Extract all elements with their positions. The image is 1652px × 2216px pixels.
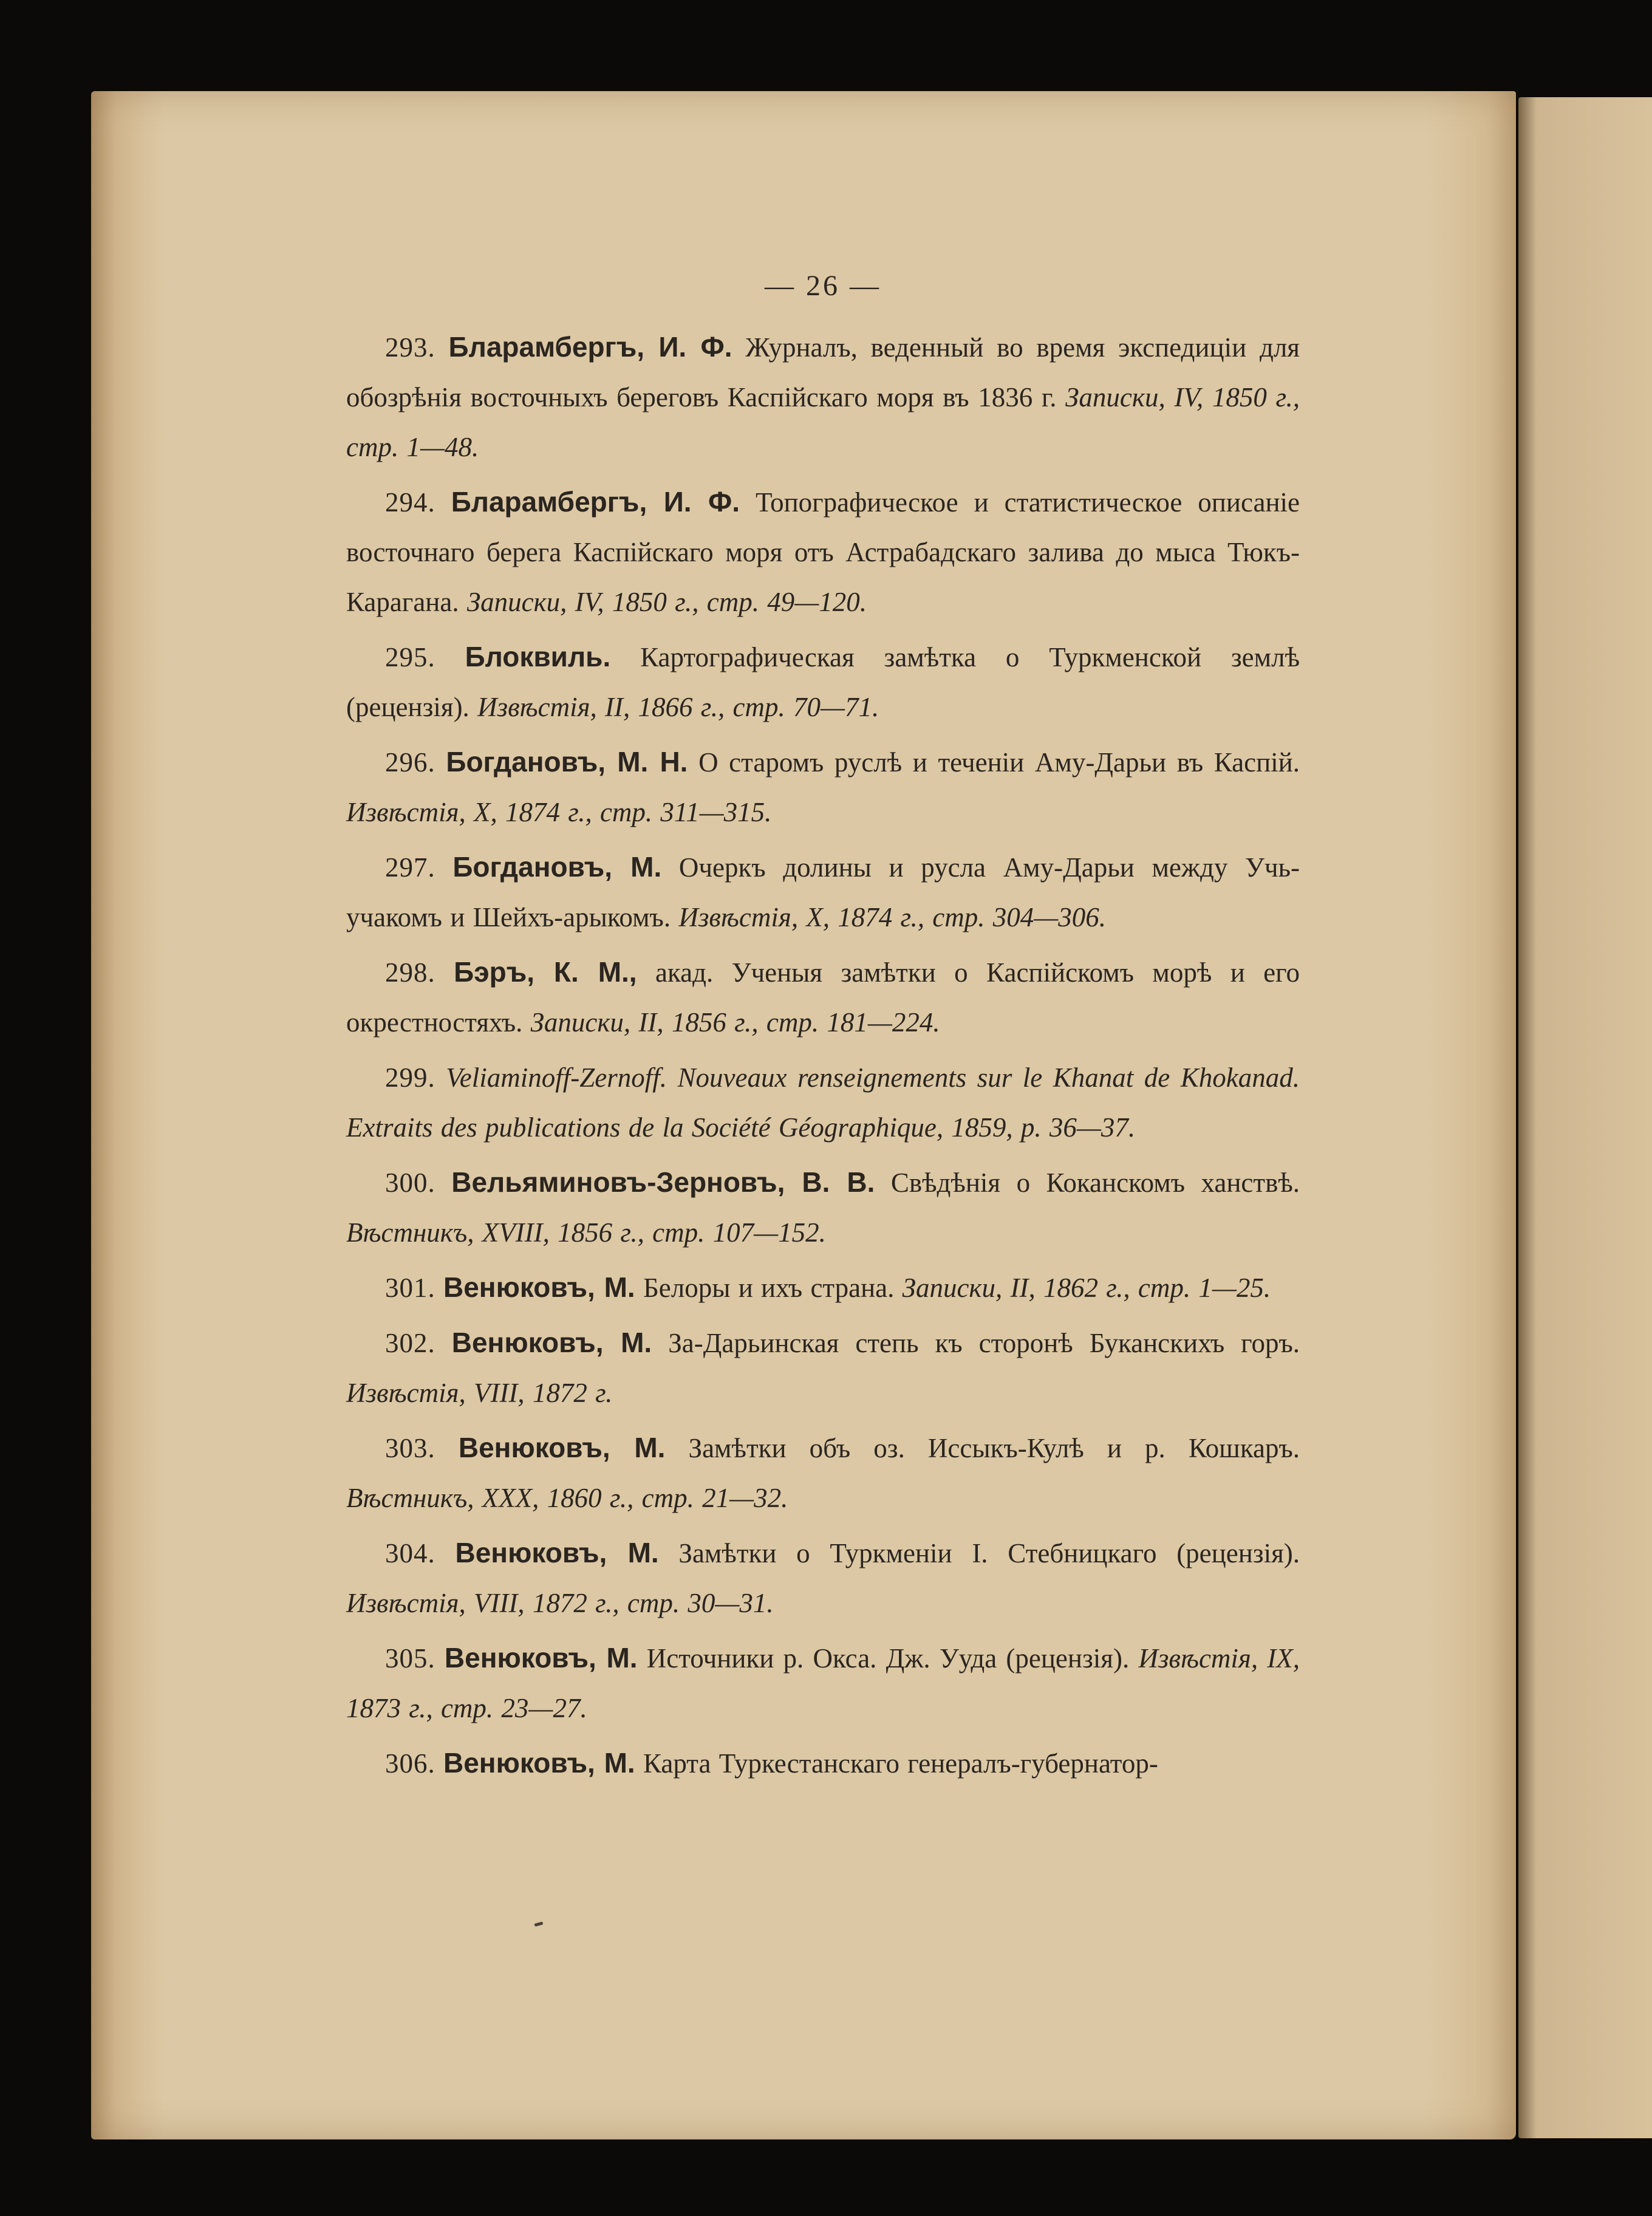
bibliography-entry bbox=[346, 947, 1300, 1047]
entry-source: Вѣстникъ, XVIII, 1856 г., стр. 107—152. bbox=[346, 1217, 826, 1248]
entry-source: Извѣстія, X, 1874 г., стр. 311—315. bbox=[346, 797, 772, 827]
entry-author: Венюковъ, М. bbox=[451, 1327, 652, 1358]
entry-title: Источники р. Окса. Дж. Ууда (рецензія). bbox=[637, 1643, 1139, 1674]
entry-author: Блоквиль. bbox=[465, 641, 611, 672]
entry-author: Бларамбергъ, И. Ф. bbox=[448, 331, 732, 363]
entry-title: Карта Туркестанскаго генералъ-губернатор- bbox=[635, 1748, 1158, 1779]
entry-title: Топографическое и статистическое описаніе восточнаго берега Каспійскаго моря отъ Астрабадскаго залива до мыса Тюкъ-Карагана. bbox=[346, 487, 1300, 617]
entry-number: 293. bbox=[385, 332, 435, 363]
entry-source: Записки, II, 1862 г., стр. 1—25. bbox=[902, 1273, 1271, 1303]
entry-author: Бларамбергъ, И. Ф. bbox=[451, 486, 740, 518]
entry-number: 302. bbox=[385, 1328, 435, 1358]
bibliography-entry bbox=[346, 1423, 1300, 1523]
entry-title: Белоры и ихъ страна. bbox=[635, 1273, 903, 1303]
entry-source: Извѣстія, X, 1874 г., стр. 304—306. bbox=[678, 902, 1107, 932]
entry-author: Вельяминовъ-Зерновъ, В. В. bbox=[451, 1166, 875, 1198]
entry-author: Венюковъ, М. bbox=[443, 1271, 635, 1303]
entry-author: Венюковъ, М. bbox=[455, 1537, 659, 1568]
entry-title: Журналъ, веденный во время экспедиціи для обозрѣнія восточныхъ береговъ Каспійскаго моря въ 1836 г. bbox=[346, 332, 1300, 412]
bibliography-entry bbox=[346, 322, 1300, 472]
entry-number: 303. bbox=[385, 1433, 435, 1463]
entry-source: Извѣстія, VIII, 1872 г., стр. 30—31. bbox=[346, 1588, 774, 1618]
entry-author: Венюковъ, М. bbox=[444, 1642, 638, 1674]
entry-number: 305. bbox=[385, 1643, 435, 1674]
entry-author: Богдановъ, М. bbox=[452, 851, 662, 883]
entry-number: 300. bbox=[385, 1168, 435, 1198]
entry-source: Извѣстія, IX, 1873 г., стр. 23—27. bbox=[346, 1643, 1300, 1723]
page-text bbox=[346, 261, 1300, 1793]
bibliography-entry bbox=[346, 477, 1300, 627]
bibliography-entry bbox=[346, 1528, 1300, 1628]
entry-number: 299. bbox=[385, 1062, 435, 1093]
bibliography-entry bbox=[346, 1262, 1300, 1313]
entry-title: Очеркъ долины и русла Аму-Дарьи между Учь-учакомъ и Шейхъ-арыкомъ. bbox=[346, 852, 1300, 932]
entry-title: О старомъ руслѣ и теченіи Аму-Дарьи въ Каспій. bbox=[688, 747, 1300, 778]
bibliography-entry bbox=[346, 1157, 1300, 1257]
entry-title: акад. Ученыя замѣтки о Каспійскомъ морѣ и его окрестностяхъ. bbox=[346, 957, 1300, 1038]
bibliography-entry bbox=[346, 1318, 1300, 1418]
entry-number: 296. bbox=[385, 747, 435, 778]
entry-title: Свѣдѣнія о Коканскомъ ханствѣ. bbox=[875, 1168, 1300, 1198]
page-number: — 26 — bbox=[765, 270, 881, 302]
bibliography-entry bbox=[346, 632, 1300, 732]
entry-number: 294. bbox=[385, 487, 435, 518]
adjacent-page-edge bbox=[1518, 97, 1652, 2138]
bibliography-entry bbox=[346, 1052, 1300, 1152]
entry-number: 295. bbox=[385, 642, 435, 672]
entry-title: Картографическая замѣтка о Туркменской землѣ (рецензія). bbox=[346, 642, 1300, 722]
entry-number: 306. bbox=[385, 1748, 435, 1779]
entry-source: Записки, II, 1856 г., стр. 181—224. bbox=[530, 1007, 940, 1038]
entry-source: Veliaminoff-Zernoff. Nouveaux renseignements sur le Khanat de Khokanad. Extraits des publications de la Société Géographique, 1859, p. 36—37. bbox=[346, 1062, 1300, 1143]
entry-source: Извѣстія, VIII, 1872 г. bbox=[346, 1378, 613, 1408]
entry-title: Замѣтки объ оз. Иссыкъ-Кулѣ и р. Кошкаръ. bbox=[665, 1433, 1300, 1463]
entry-source: Извѣстія, II, 1866 г., стр. 70—71. bbox=[477, 692, 879, 722]
entry-author: Венюковъ, М. bbox=[443, 1747, 635, 1779]
entry-source: Записки, IV, 1850 г., стр. 1—48. bbox=[346, 382, 1300, 462]
entry-number: 298. bbox=[385, 957, 435, 988]
entry-author: Богдановъ, М. Н. bbox=[446, 746, 688, 778]
entry-number: 304. bbox=[385, 1538, 435, 1568]
entry-title: За-Дарьинская степь къ сторонѣ Буканскихъ горъ. bbox=[652, 1328, 1300, 1358]
entry-title: Замѣтки о Туркменіи I. Стебницкаго (рецензія). bbox=[658, 1538, 1300, 1568]
entry-source: Записки, IV, 1850 г., стр. 49—120. bbox=[466, 587, 867, 617]
bibliography-entry bbox=[346, 842, 1300, 942]
bibliography-entry bbox=[346, 737, 1300, 837]
entry-number: 301. bbox=[385, 1273, 435, 1303]
entry-author: Венюковъ, М. bbox=[458, 1432, 666, 1463]
bibliography-entry bbox=[346, 1738, 1300, 1788]
entry-author: Бэръ, К. М., bbox=[454, 956, 637, 988]
entry-number: 297. bbox=[385, 852, 435, 883]
bibliography-entry bbox=[346, 1633, 1300, 1733]
entry-source: Вѣстникъ, XXX, 1860 г., стр. 21—32. bbox=[346, 1483, 788, 1513]
